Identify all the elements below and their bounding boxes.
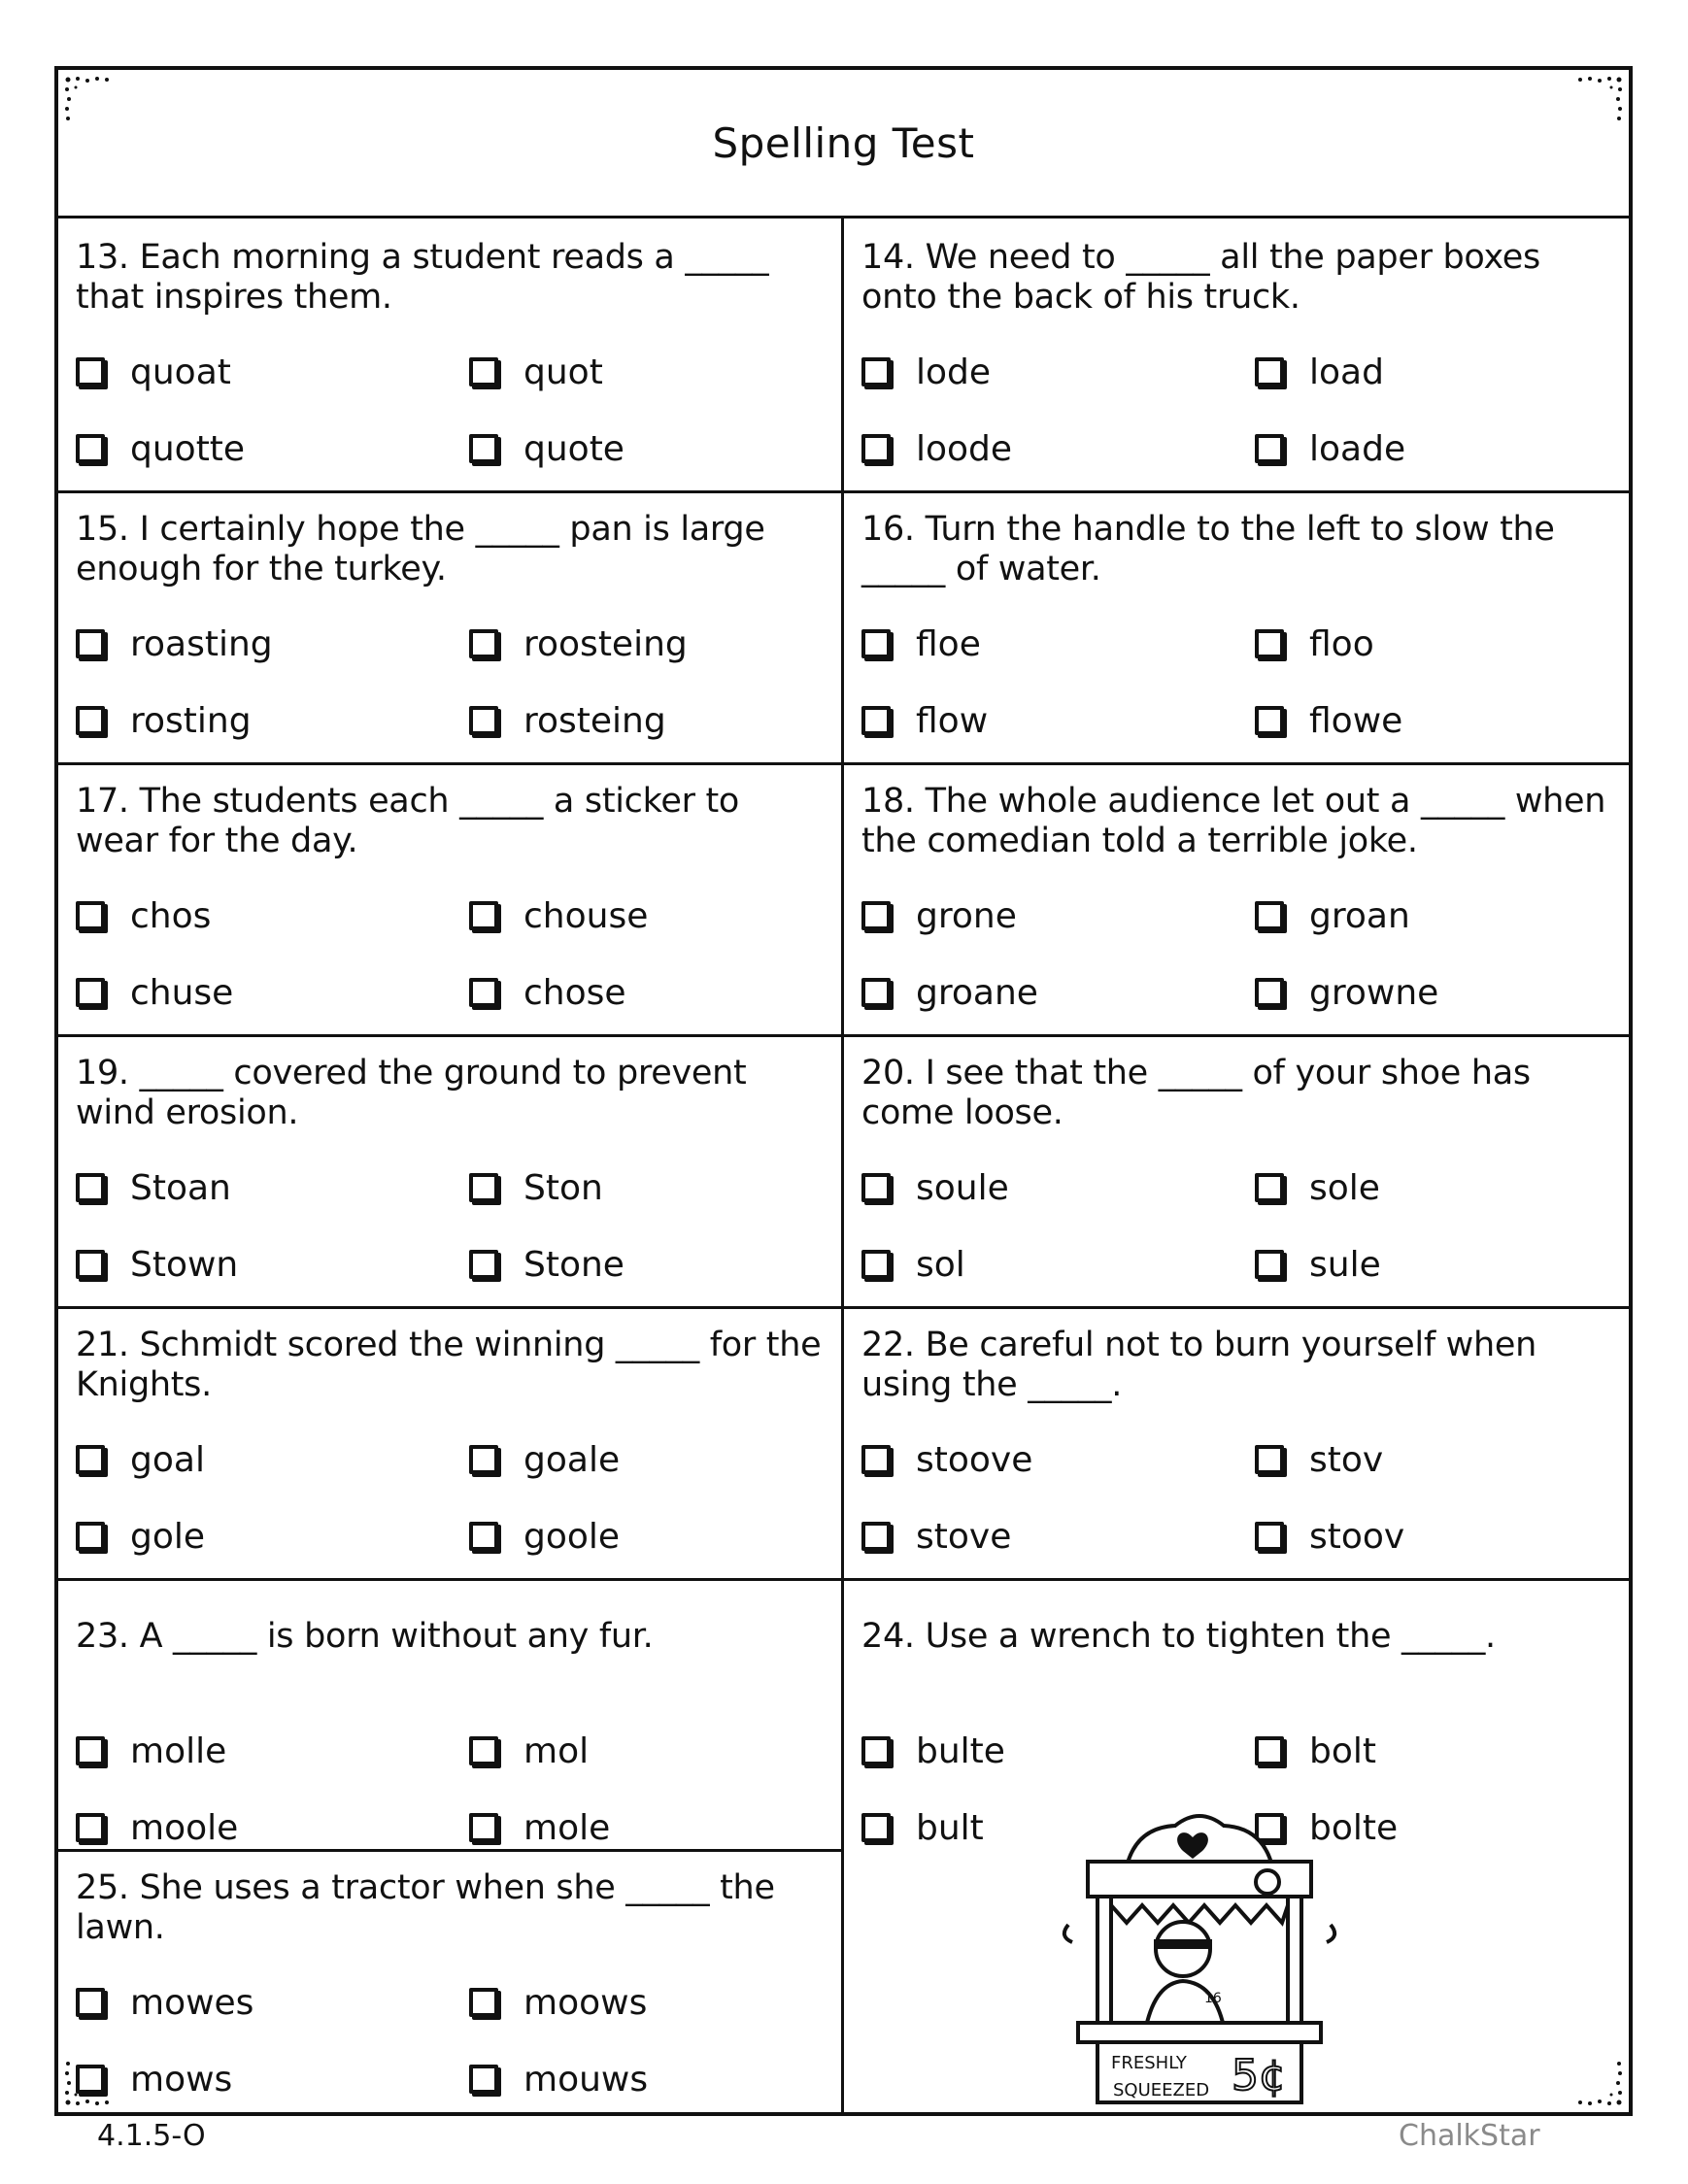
option-label: growne bbox=[1309, 972, 1439, 1013]
answer-option[interactable] bbox=[861, 1163, 1009, 1212]
answer-option[interactable] bbox=[861, 424, 1012, 473]
answer-option[interactable] bbox=[76, 620, 273, 668]
question-prompt: 19. _____ covered the ground to prevent wind erosion. bbox=[76, 1054, 747, 1132]
option-label: mol bbox=[523, 1730, 590, 1771]
option-label: bulte bbox=[916, 1730, 1005, 1771]
row-divider bbox=[58, 490, 1629, 493]
checkbox-icon[interactable] bbox=[469, 629, 498, 658]
option-label: Ston bbox=[523, 1167, 603, 1208]
checkbox-icon[interactable] bbox=[1255, 434, 1284, 463]
checkbox-icon[interactable] bbox=[469, 434, 498, 463]
answer-option[interactable] bbox=[76, 891, 211, 940]
option-label: stoove bbox=[916, 1439, 1033, 1480]
checkbox-icon[interactable] bbox=[861, 1445, 891, 1474]
option-label: flowe bbox=[1309, 700, 1403, 741]
option-label: chose bbox=[523, 972, 626, 1013]
option-label: roasting bbox=[130, 623, 273, 664]
question-cell bbox=[844, 1306, 1629, 1578]
answer-option[interactable] bbox=[1255, 696, 1402, 745]
option-label: gole bbox=[130, 1516, 206, 1557]
checkbox-icon[interactable] bbox=[76, 357, 105, 386]
answer-option[interactable] bbox=[469, 620, 688, 668]
answer-option[interactable] bbox=[861, 348, 991, 396]
dotted-corner-bottom-right bbox=[1557, 2040, 1625, 2108]
answer-option[interactable] bbox=[861, 1435, 1032, 1484]
question-cell bbox=[844, 1034, 1629, 1306]
dotted-corner-top-right bbox=[1557, 74, 1625, 142]
answer-option[interactable] bbox=[469, 2055, 648, 2103]
answer-option[interactable] bbox=[469, 1803, 610, 1852]
answer-option[interactable] bbox=[76, 696, 252, 745]
row-divider bbox=[58, 1034, 1629, 1037]
answer-option[interactable] bbox=[469, 891, 648, 940]
question-prompt: 24. Use a wrench to tighten the _____. bbox=[861, 1617, 1496, 1656]
checkbox-icon[interactable] bbox=[861, 1813, 891, 1842]
option-label: chuse bbox=[130, 972, 234, 1013]
checkbox-icon[interactable] bbox=[469, 901, 498, 930]
question-prompt: 16. Turn the handle to the left to slow the _____ of water. bbox=[861, 510, 1555, 588]
answer-option[interactable] bbox=[861, 1512, 1011, 1561]
option-label: moole bbox=[130, 1807, 239, 1848]
checkbox-icon[interactable] bbox=[469, 1445, 498, 1474]
checkbox-icon[interactable] bbox=[76, 1813, 105, 1842]
question-cell bbox=[844, 490, 1629, 762]
option-label: loode bbox=[916, 428, 1013, 469]
title-row bbox=[58, 70, 1629, 218]
checkbox-icon[interactable] bbox=[76, 1736, 105, 1765]
question-prompt: 25. She uses a tractor when she _____ the lawn. bbox=[76, 1868, 775, 1947]
sign-line-2: SQUEEZED bbox=[1113, 2080, 1210, 2100]
checkbox-icon[interactable] bbox=[1255, 1522, 1284, 1551]
checkbox-icon[interactable] bbox=[469, 1173, 498, 1202]
option-label: roosteing bbox=[523, 623, 688, 664]
option-label: Stone bbox=[523, 1244, 625, 1285]
row-divider bbox=[58, 1306, 1629, 1309]
question-prompt: 23. A _____ is born without any fur. bbox=[76, 1617, 654, 1656]
option-label: moows bbox=[523, 1982, 648, 2023]
question-prompt: 21. Schmidt scored the winning _____ for the Knights. bbox=[76, 1326, 822, 1404]
option-label: soule bbox=[916, 1167, 1009, 1208]
row-divider bbox=[58, 1578, 1629, 1581]
test-sheet bbox=[54, 66, 1633, 2116]
checkbox-icon[interactable] bbox=[861, 901, 891, 930]
answer-option[interactable] bbox=[861, 1803, 984, 1852]
checkbox-icon[interactable] bbox=[76, 706, 105, 735]
answer-option[interactable] bbox=[1255, 968, 1438, 1017]
answer-option[interactable] bbox=[1255, 1240, 1381, 1289]
checkbox-icon[interactable] bbox=[469, 1736, 498, 1765]
checkbox-icon[interactable] bbox=[469, 1250, 498, 1279]
option-label: flow bbox=[916, 700, 989, 741]
answer-option[interactable] bbox=[469, 1435, 620, 1484]
option-label: bult bbox=[916, 1807, 984, 1848]
option-label: goole bbox=[523, 1516, 621, 1557]
footer-brand: ChalkStar bbox=[1399, 2119, 1540, 2153]
checkbox-icon[interactable] bbox=[76, 1173, 105, 1202]
sign-line-1: FRESHLY bbox=[1111, 2053, 1187, 2073]
answer-option[interactable] bbox=[76, 1803, 238, 1852]
option-label: bolt bbox=[1309, 1730, 1376, 1771]
option-label: sol bbox=[916, 1244, 965, 1285]
option-label: quoat bbox=[130, 352, 231, 392]
option-label: sole bbox=[1309, 1167, 1380, 1208]
checkbox-icon[interactable] bbox=[469, 706, 498, 735]
question-cell bbox=[58, 1578, 844, 1849]
checkbox-icon[interactable] bbox=[861, 1250, 891, 1279]
price-label: 5¢ bbox=[1232, 2051, 1286, 2100]
page-title: Spelling Test bbox=[712, 118, 975, 167]
answer-option[interactable] bbox=[861, 1727, 1005, 1775]
answer-option[interactable] bbox=[469, 1240, 625, 1289]
answer-option[interactable] bbox=[76, 1240, 238, 1289]
checkbox-icon[interactable] bbox=[76, 1988, 105, 2017]
answer-option[interactable] bbox=[469, 1512, 620, 1561]
checkbox-icon[interactable] bbox=[861, 1173, 891, 1202]
row-divider bbox=[58, 762, 1629, 765]
question-cell bbox=[844, 218, 1629, 490]
question-prompt: 14. We need to _____ all the paper boxes onto the back of his truck. bbox=[861, 238, 1540, 317]
option-label: grone bbox=[916, 895, 1017, 936]
answer-option[interactable] bbox=[1255, 1163, 1380, 1212]
answer-option[interactable] bbox=[1255, 1435, 1383, 1484]
answer-option[interactable] bbox=[861, 968, 1038, 1017]
question-prompt: 20. I see that the _____ of your shoe has come loose. bbox=[861, 1054, 1531, 1132]
checkbox-icon[interactable] bbox=[861, 1522, 891, 1551]
option-label: groan bbox=[1309, 895, 1410, 936]
answer-option[interactable] bbox=[469, 1163, 603, 1212]
answer-option[interactable] bbox=[469, 348, 603, 396]
option-label: goal bbox=[130, 1439, 205, 1480]
checkbox-icon[interactable] bbox=[76, 901, 105, 930]
option-label: stove bbox=[916, 1516, 1012, 1557]
checkbox-icon[interactable] bbox=[861, 1736, 891, 1765]
checkbox-icon[interactable] bbox=[1255, 706, 1284, 735]
answer-option[interactable] bbox=[1255, 1727, 1376, 1775]
checkbox-icon[interactable] bbox=[861, 978, 891, 1007]
checkbox-icon[interactable] bbox=[469, 357, 498, 386]
answer-option[interactable] bbox=[76, 1163, 231, 1212]
checkbox-icon[interactable] bbox=[1255, 1445, 1284, 1474]
option-label: goale bbox=[523, 1439, 621, 1480]
answer-option[interactable] bbox=[76, 968, 233, 1017]
checkbox-icon[interactable] bbox=[861, 434, 891, 463]
checkbox-icon[interactable] bbox=[469, 1522, 498, 1551]
question-prompt: 15. I certainly hope the _____ pan is large enough for the turkey. bbox=[76, 510, 765, 588]
lemonade-stand-illustration bbox=[1059, 1808, 1340, 2104]
option-label: molle bbox=[130, 1730, 227, 1771]
option-label: quotte bbox=[130, 428, 246, 469]
answer-option[interactable] bbox=[76, 1978, 253, 2027]
option-label: Stown bbox=[130, 1244, 239, 1285]
answer-option[interactable] bbox=[76, 1512, 205, 1561]
answer-option[interactable] bbox=[1255, 891, 1410, 940]
checkbox-icon[interactable] bbox=[1255, 1736, 1284, 1765]
answer-option[interactable] bbox=[469, 424, 625, 473]
answer-option[interactable] bbox=[76, 1435, 205, 1484]
checkbox-icon[interactable] bbox=[76, 978, 105, 1007]
option-label: groane bbox=[916, 972, 1038, 1013]
option-label: chos bbox=[130, 895, 212, 936]
question-cell bbox=[58, 218, 844, 490]
question-prompt: 17. The students each _____ a sticker to wear for the day. bbox=[76, 782, 740, 860]
checkbox-icon[interactable] bbox=[1255, 1250, 1284, 1279]
option-label: mouws bbox=[523, 2059, 649, 2100]
answer-option[interactable] bbox=[861, 1240, 965, 1289]
answer-option[interactable] bbox=[1255, 1512, 1404, 1561]
question-cell bbox=[58, 762, 844, 1034]
option-label: mows bbox=[130, 2059, 233, 2100]
checkbox-icon[interactable] bbox=[1255, 901, 1284, 930]
answer-option[interactable] bbox=[1255, 348, 1384, 396]
answer-option[interactable] bbox=[76, 1727, 226, 1775]
option-label: rosting bbox=[130, 700, 252, 741]
option-label: lode bbox=[916, 352, 992, 392]
answer-option[interactable] bbox=[1255, 620, 1374, 668]
answer-option[interactable] bbox=[861, 891, 1017, 940]
option-label: mowes bbox=[130, 1982, 254, 2023]
footer-code: 4.1.5-O bbox=[97, 2119, 206, 2153]
answer-option[interactable] bbox=[469, 968, 626, 1017]
column-divider bbox=[841, 218, 844, 2116]
checkbox-icon[interactable] bbox=[76, 1250, 105, 1279]
option-label: loade bbox=[1309, 428, 1406, 469]
question-prompt: 13. Each morning a student reads a _____ that inspires them. bbox=[76, 238, 769, 317]
answer-option[interactable] bbox=[76, 348, 231, 396]
answer-option[interactable] bbox=[469, 1978, 647, 2027]
option-label: load bbox=[1309, 352, 1384, 392]
option-label: stov bbox=[1309, 1439, 1384, 1480]
option-label: rosteing bbox=[523, 700, 666, 741]
badge-number: 16 bbox=[1204, 1991, 1222, 2006]
option-label: stoov bbox=[1309, 1516, 1405, 1557]
checkbox-icon[interactable] bbox=[1255, 1173, 1284, 1202]
checkbox-icon[interactable] bbox=[469, 2065, 498, 2094]
option-label: sule bbox=[1309, 1244, 1381, 1285]
checkbox-icon[interactable] bbox=[76, 434, 105, 463]
checkbox-icon[interactable] bbox=[861, 357, 891, 386]
checkbox-icon[interactable] bbox=[469, 978, 498, 1007]
checkbox-icon[interactable] bbox=[1255, 978, 1284, 1007]
dotted-corner-bottom-left bbox=[62, 2040, 130, 2108]
answer-option[interactable] bbox=[861, 620, 981, 668]
option-label: quote bbox=[523, 428, 625, 469]
checkbox-icon[interactable] bbox=[76, 1522, 105, 1551]
answer-option[interactable] bbox=[76, 424, 245, 473]
question-cell bbox=[58, 1034, 844, 1306]
question-cell bbox=[58, 1849, 844, 2121]
question-prompt: 18. The whole audience let out a _____ when the comedian told a terrible joke. bbox=[861, 782, 1606, 860]
option-label: Stoan bbox=[130, 1167, 231, 1208]
answer-option[interactable] bbox=[469, 696, 666, 745]
question-prompt: 22. Be careful not to burn yourself when using the _____. bbox=[861, 1326, 1537, 1404]
answer-option[interactable] bbox=[861, 696, 988, 745]
checkbox-icon[interactable] bbox=[861, 629, 891, 658]
answer-option[interactable] bbox=[1255, 424, 1405, 473]
question-cell bbox=[58, 490, 844, 762]
checkbox-icon[interactable] bbox=[76, 629, 105, 658]
checkbox-icon[interactable] bbox=[861, 706, 891, 735]
answer-option[interactable] bbox=[469, 1727, 589, 1775]
option-label: bolte bbox=[1309, 1807, 1399, 1848]
option-label: quot bbox=[523, 352, 603, 392]
question-cell bbox=[844, 762, 1629, 1034]
row-divider bbox=[58, 1849, 843, 1852]
option-label: floo bbox=[1309, 623, 1374, 664]
question-cell bbox=[58, 1306, 844, 1578]
checkbox-icon[interactable] bbox=[76, 1445, 105, 1474]
checkbox-icon[interactable] bbox=[1255, 357, 1284, 386]
dotted-corner-top-left bbox=[62, 74, 130, 142]
option-label: mole bbox=[523, 1807, 611, 1848]
option-label: floe bbox=[916, 623, 981, 664]
checkbox-icon[interactable] bbox=[1255, 629, 1284, 658]
checkbox-icon[interactable] bbox=[469, 1813, 498, 1842]
option-label: chouse bbox=[523, 895, 649, 936]
checkbox-icon[interactable] bbox=[469, 1988, 498, 2017]
